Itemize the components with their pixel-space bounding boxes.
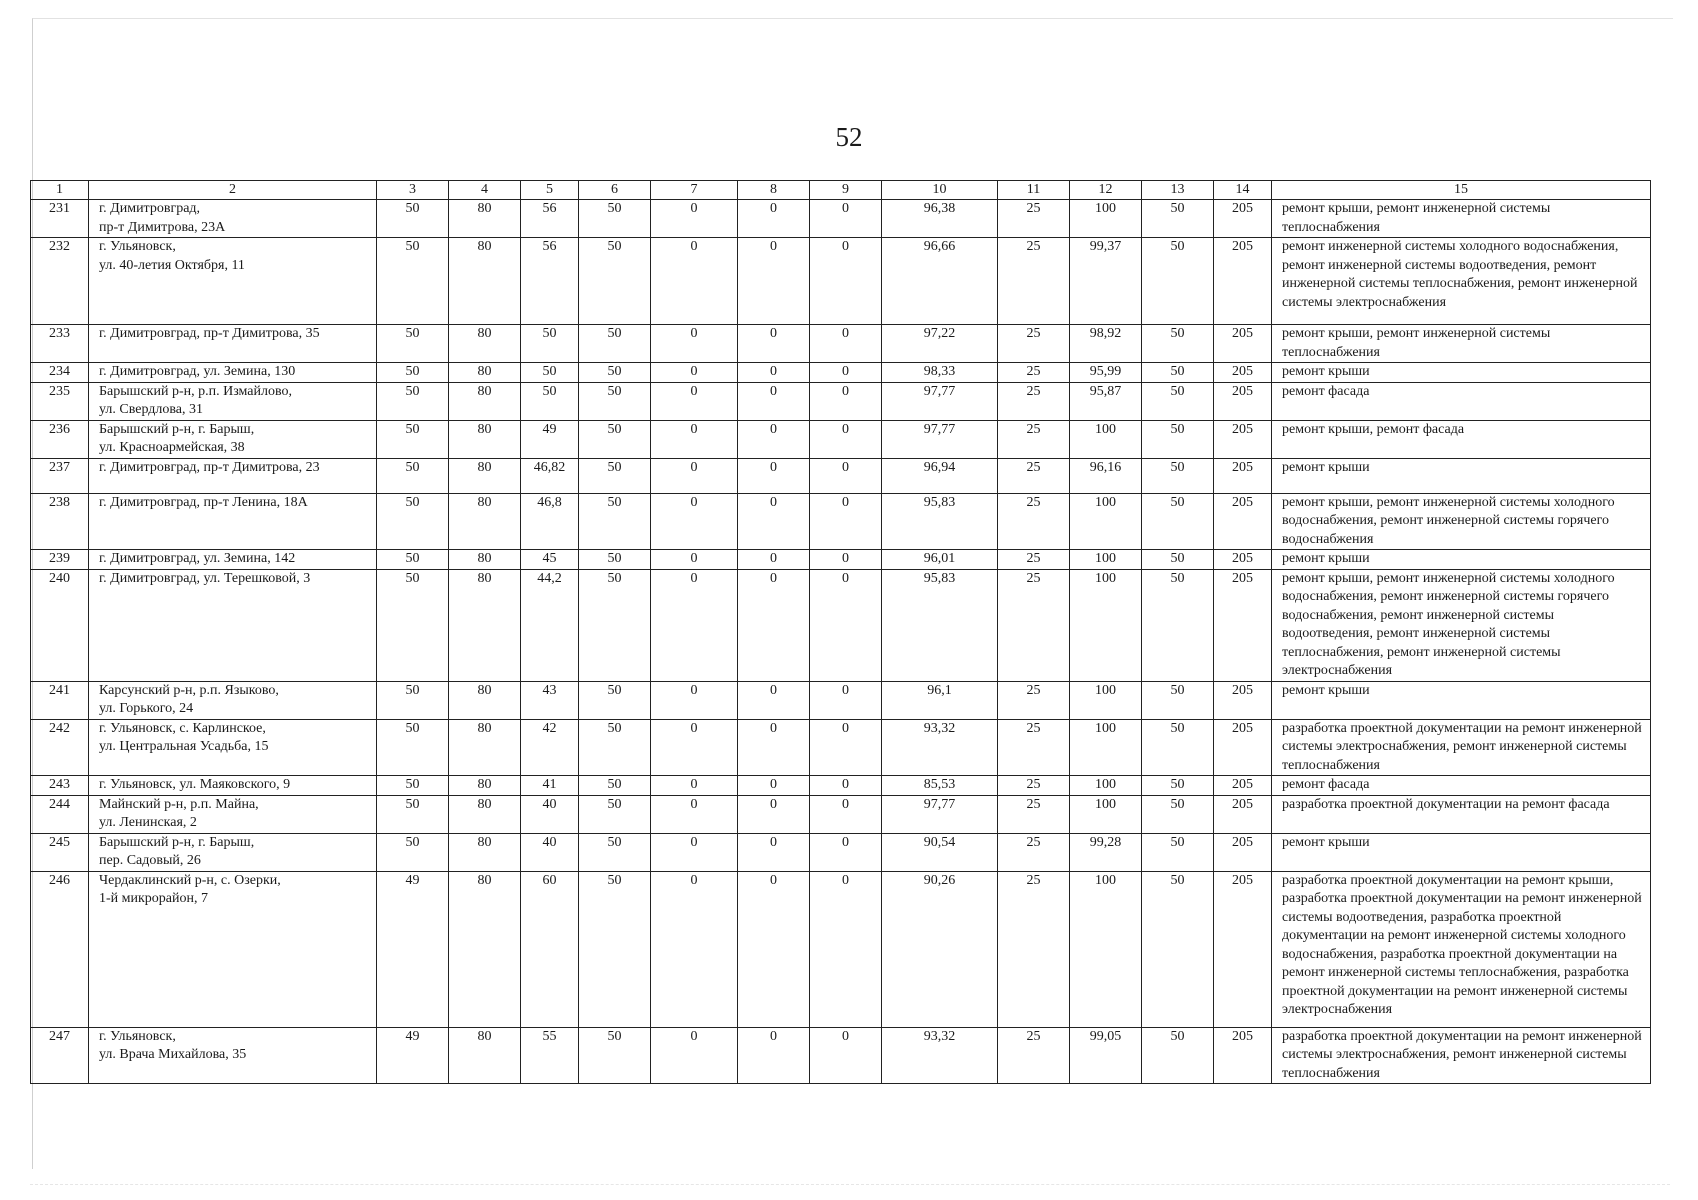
- value-cell-col-11: 25: [998, 795, 1070, 833]
- value-cell-col-7: 0: [651, 795, 738, 833]
- value-cell-col-11: 25: [998, 569, 1070, 681]
- value-cell-col-10: 96,38: [882, 200, 998, 238]
- work-types-cell: ремонт крыши, ремонт инженерной системы теплоснабжения: [1272, 325, 1651, 363]
- row-number-cell: 242: [31, 719, 89, 776]
- value-cell-col-7: 0: [651, 200, 738, 238]
- value-cell-col-7: 0: [651, 569, 738, 681]
- value-cell-col-5: 41: [521, 776, 579, 796]
- value-cell-col-11: 25: [998, 871, 1070, 1027]
- value-cell-col-6: 50: [579, 200, 651, 238]
- value-cell-col-9: 0: [810, 325, 882, 363]
- value-cell-col-5: 55: [521, 1027, 579, 1084]
- value-cell-col-11: 25: [998, 325, 1070, 363]
- value-cell-col-3: 50: [377, 776, 449, 796]
- value-cell-col-12: 98,92: [1070, 325, 1142, 363]
- value-cell-col-7: 0: [651, 382, 738, 420]
- column-header-5: 5: [521, 181, 579, 200]
- value-cell-col-6: 50: [579, 681, 651, 719]
- value-cell-col-4: 80: [449, 458, 521, 493]
- value-cell-col-14: 205: [1214, 550, 1272, 570]
- value-cell-col-14: 205: [1214, 458, 1272, 493]
- value-cell-col-3: 50: [377, 458, 449, 493]
- column-header-6: 6: [579, 181, 651, 200]
- value-cell-col-9: 0: [810, 569, 882, 681]
- value-cell-col-5: 46,8: [521, 493, 579, 550]
- value-cell-col-10: 96,01: [882, 550, 998, 570]
- value-cell-col-13: 50: [1142, 458, 1214, 493]
- value-cell-col-12: 100: [1070, 200, 1142, 238]
- table-header-row: [31, 181, 1651, 200]
- address-cell: Майнский р-н, р.п. Майна, ул. Ленинская, 2: [89, 795, 377, 833]
- value-cell-col-8: 0: [738, 493, 810, 550]
- value-cell-col-10: 98,33: [882, 363, 998, 383]
- value-cell-col-7: 0: [651, 325, 738, 363]
- value-cell-col-14: 205: [1214, 363, 1272, 383]
- table-row: [31, 200, 1651, 238]
- value-cell-col-4: 80: [449, 795, 521, 833]
- value-cell-col-6: 50: [579, 325, 651, 363]
- value-cell-col-10: 95,83: [882, 569, 998, 681]
- value-cell-col-14: 205: [1214, 493, 1272, 550]
- column-header-4: 4: [449, 181, 521, 200]
- value-cell-col-4: 80: [449, 833, 521, 871]
- column-header-11: 11: [998, 181, 1070, 200]
- value-cell-col-8: 0: [738, 681, 810, 719]
- value-cell-col-12: 99,37: [1070, 238, 1142, 325]
- value-cell-col-9: 0: [810, 493, 882, 550]
- value-cell-col-13: 50: [1142, 681, 1214, 719]
- value-cell-col-6: 50: [579, 795, 651, 833]
- value-cell-col-9: 0: [810, 458, 882, 493]
- value-cell-col-8: 0: [738, 382, 810, 420]
- row-number-cell: 231: [31, 200, 89, 238]
- work-types-cell: ремонт фасада: [1272, 382, 1651, 420]
- value-cell-col-9: 0: [810, 776, 882, 796]
- value-cell-col-5: 60: [521, 871, 579, 1027]
- address-cell: Барышский р-н, р.п. Измайлово, ул. Свердлова, 31: [89, 382, 377, 420]
- value-cell-col-10: 96,94: [882, 458, 998, 493]
- value-cell-col-12: 99,28: [1070, 833, 1142, 871]
- value-cell-col-9: 0: [810, 420, 882, 458]
- value-cell-col-14: 205: [1214, 776, 1272, 796]
- value-cell-col-11: 25: [998, 200, 1070, 238]
- value-cell-col-8: 0: [738, 420, 810, 458]
- value-cell-col-3: 50: [377, 795, 449, 833]
- column-header-10: 10: [882, 181, 998, 200]
- value-cell-col-6: 50: [579, 719, 651, 776]
- table-row: [31, 871, 1651, 1027]
- value-cell-col-13: 50: [1142, 238, 1214, 325]
- row-number-cell: 234: [31, 363, 89, 383]
- value-cell-col-7: 0: [651, 719, 738, 776]
- value-cell-col-12: 100: [1070, 569, 1142, 681]
- value-cell-col-10: 85,53: [882, 776, 998, 796]
- address-cell: г. Димитровград, пр-т Ленина, 18А: [89, 493, 377, 550]
- table-row: [31, 238, 1651, 325]
- value-cell-col-7: 0: [651, 420, 738, 458]
- address-cell: г. Димитровград, пр-т Димитрова, 35: [89, 325, 377, 363]
- value-cell-col-10: 97,77: [882, 795, 998, 833]
- value-cell-col-9: 0: [810, 795, 882, 833]
- address-cell: г. Ульяновск, ул. Врача Михайлова, 35: [89, 1027, 377, 1084]
- value-cell-col-9: 0: [810, 681, 882, 719]
- value-cell-col-11: 25: [998, 382, 1070, 420]
- value-cell-col-9: 0: [810, 1027, 882, 1084]
- value-cell-col-8: 0: [738, 833, 810, 871]
- address-cell: г. Димитровград, пр-т Димитрова, 23А: [89, 200, 377, 238]
- value-cell-col-13: 50: [1142, 833, 1214, 871]
- address-cell: г. Ульяновск, с. Карлинское, ул. Центральная Усадьба, 15: [89, 719, 377, 776]
- value-cell-col-12: 100: [1070, 776, 1142, 796]
- table-row: [31, 325, 1651, 363]
- work-types-cell: разработка проектной документации на ремонт инженерной системы электроснабжения, ремонт инженерной системы теплоснабжения: [1272, 719, 1651, 776]
- value-cell-col-3: 50: [377, 681, 449, 719]
- value-cell-col-6: 50: [579, 382, 651, 420]
- column-header-13: 13: [1142, 181, 1214, 200]
- value-cell-col-10: 97,77: [882, 382, 998, 420]
- value-cell-col-10: 96,66: [882, 238, 998, 325]
- value-cell-col-7: 0: [651, 681, 738, 719]
- page-number: 52: [835, 122, 863, 152]
- value-cell-col-5: 50: [521, 363, 579, 383]
- value-cell-col-14: 205: [1214, 238, 1272, 325]
- value-cell-col-6: 50: [579, 569, 651, 681]
- value-cell-col-3: 50: [377, 238, 449, 325]
- value-cell-col-9: 0: [810, 550, 882, 570]
- value-cell-col-5: 49: [521, 420, 579, 458]
- value-cell-col-9: 0: [810, 833, 882, 871]
- value-cell-col-12: 100: [1070, 795, 1142, 833]
- value-cell-col-4: 80: [449, 200, 521, 238]
- value-cell-col-9: 0: [810, 200, 882, 238]
- value-cell-col-5: 44,2: [521, 569, 579, 681]
- row-number-cell: 237: [31, 458, 89, 493]
- address-cell: Барышский р-н, г. Барыш, пер. Садовый, 26: [89, 833, 377, 871]
- column-header-3: 3: [377, 181, 449, 200]
- value-cell-col-12: 100: [1070, 550, 1142, 570]
- address-cell: г. Ульяновск, ул. Маяковского, 9: [89, 776, 377, 796]
- value-cell-col-4: 80: [449, 776, 521, 796]
- row-number-cell: 235: [31, 382, 89, 420]
- value-cell-col-13: 50: [1142, 795, 1214, 833]
- work-types-cell: разработка проектной документации на ремонт крыши, разработка проектной документации на ремонт инженерной системы водоотведения, разработка проектной документации на ремонт инженерной системы холодного водоснабжения, разработка проектной документации на ремонт инженерной системы теплоснабжения, разработка проектной документации на ремонт инженерной системы электроснабжения: [1272, 871, 1651, 1027]
- repair-program-table: [30, 180, 1651, 1084]
- table-row: [31, 550, 1651, 570]
- value-cell-col-7: 0: [651, 550, 738, 570]
- work-types-cell: ремонт крыши: [1272, 550, 1651, 570]
- row-number-cell: 236: [31, 420, 89, 458]
- value-cell-col-10: 90,54: [882, 833, 998, 871]
- value-cell-col-12: 99,05: [1070, 1027, 1142, 1084]
- value-cell-col-5: 56: [521, 238, 579, 325]
- value-cell-col-13: 50: [1142, 719, 1214, 776]
- value-cell-col-13: 50: [1142, 776, 1214, 796]
- column-header-15: 15: [1272, 181, 1651, 200]
- value-cell-col-8: 0: [738, 719, 810, 776]
- address-cell: г. Димитровград, ул. Земина, 142: [89, 550, 377, 570]
- address-cell: г. Димитровград, ул. Земина, 130: [89, 363, 377, 383]
- work-types-cell: ремонт крыши: [1272, 458, 1651, 493]
- column-header-14: 14: [1214, 181, 1272, 200]
- value-cell-col-8: 0: [738, 871, 810, 1027]
- row-number-cell: 239: [31, 550, 89, 570]
- value-cell-col-8: 0: [738, 200, 810, 238]
- value-cell-col-3: 50: [377, 550, 449, 570]
- value-cell-col-14: 205: [1214, 833, 1272, 871]
- value-cell-col-6: 50: [579, 550, 651, 570]
- value-cell-col-12: 100: [1070, 681, 1142, 719]
- value-cell-col-5: 45: [521, 550, 579, 570]
- value-cell-col-10: 93,32: [882, 719, 998, 776]
- value-cell-col-8: 0: [738, 458, 810, 493]
- table-row: [31, 363, 1651, 383]
- column-header-1: 1: [31, 181, 89, 200]
- value-cell-col-14: 205: [1214, 719, 1272, 776]
- row-number-cell: 243: [31, 776, 89, 796]
- value-cell-col-4: 80: [449, 382, 521, 420]
- work-types-cell: ремонт крыши, ремонт фасада: [1272, 420, 1651, 458]
- value-cell-col-7: 0: [651, 776, 738, 796]
- value-cell-col-4: 80: [449, 420, 521, 458]
- value-cell-col-6: 50: [579, 871, 651, 1027]
- value-cell-col-12: 100: [1070, 719, 1142, 776]
- value-cell-col-14: 205: [1214, 871, 1272, 1027]
- table-row: [31, 795, 1651, 833]
- row-number-cell: 245: [31, 833, 89, 871]
- address-cell: Чердаклинский р-н, с. Озерки, 1-й микрорайон, 7: [89, 871, 377, 1027]
- value-cell-col-4: 80: [449, 569, 521, 681]
- value-cell-col-6: 50: [579, 776, 651, 796]
- value-cell-col-14: 205: [1214, 681, 1272, 719]
- value-cell-col-4: 80: [449, 325, 521, 363]
- value-cell-col-9: 0: [810, 719, 882, 776]
- work-types-cell: ремонт фасада: [1272, 776, 1651, 796]
- work-types-cell: ремонт крыши: [1272, 833, 1651, 871]
- work-types-cell: разработка проектной документации на ремонт инженерной системы электроснабжения, ремонт инженерной системы теплоснабжения: [1272, 1027, 1651, 1084]
- value-cell-col-8: 0: [738, 325, 810, 363]
- value-cell-col-6: 50: [579, 1027, 651, 1084]
- value-cell-col-8: 0: [738, 550, 810, 570]
- value-cell-col-3: 50: [377, 363, 449, 383]
- value-cell-col-10: 90,26: [882, 871, 998, 1027]
- table-row: [31, 569, 1651, 681]
- value-cell-col-3: 50: [377, 382, 449, 420]
- work-types-cell: ремонт крыши: [1272, 363, 1651, 383]
- value-cell-col-8: 0: [738, 776, 810, 796]
- value-cell-col-7: 0: [651, 833, 738, 871]
- value-cell-col-8: 0: [738, 238, 810, 325]
- value-cell-col-4: 80: [449, 871, 521, 1027]
- value-cell-col-11: 25: [998, 493, 1070, 550]
- value-cell-col-11: 25: [998, 833, 1070, 871]
- table-row: [31, 420, 1651, 458]
- value-cell-col-12: 100: [1070, 493, 1142, 550]
- value-cell-col-7: 0: [651, 493, 738, 550]
- value-cell-col-13: 50: [1142, 1027, 1214, 1084]
- value-cell-col-14: 205: [1214, 569, 1272, 681]
- value-cell-col-5: 40: [521, 833, 579, 871]
- value-cell-col-3: 50: [377, 493, 449, 550]
- row-number-cell: 240: [31, 569, 89, 681]
- value-cell-col-13: 50: [1142, 363, 1214, 383]
- value-cell-col-3: 50: [377, 200, 449, 238]
- table-row: [31, 1027, 1651, 1084]
- address-cell: г. Димитровград, пр-т Димитрова, 23: [89, 458, 377, 493]
- value-cell-col-5: 50: [521, 382, 579, 420]
- value-cell-col-4: 80: [449, 363, 521, 383]
- value-cell-col-7: 0: [651, 1027, 738, 1084]
- address-cell: г. Димитровград, ул. Терешковой, 3: [89, 569, 377, 681]
- value-cell-col-11: 25: [998, 681, 1070, 719]
- value-cell-col-13: 50: [1142, 871, 1214, 1027]
- value-cell-col-6: 50: [579, 493, 651, 550]
- value-cell-col-8: 0: [738, 569, 810, 681]
- column-header-8: 8: [738, 181, 810, 200]
- value-cell-col-7: 0: [651, 458, 738, 493]
- value-cell-col-6: 50: [579, 458, 651, 493]
- row-number-cell: 238: [31, 493, 89, 550]
- value-cell-col-9: 0: [810, 871, 882, 1027]
- row-number-cell: 246: [31, 871, 89, 1027]
- value-cell-col-4: 80: [449, 550, 521, 570]
- value-cell-col-3: 50: [377, 420, 449, 458]
- address-cell: Карсунский р-н, р.п. Языково, ул. Горького, 24: [89, 681, 377, 719]
- value-cell-col-9: 0: [810, 382, 882, 420]
- value-cell-col-7: 0: [651, 871, 738, 1027]
- table-row: [31, 382, 1651, 420]
- work-types-cell: ремонт крыши, ремонт инженерной системы холодного водоснабжения, ремонт инженерной системы горячего водоснабжения, ремонт инженерной системы водоотведения, ремонт инженерной системы теплоснабжения, ремонт инженерной системы электроснабжения: [1272, 569, 1651, 681]
- value-cell-col-12: 95,87: [1070, 382, 1142, 420]
- value-cell-col-6: 50: [579, 833, 651, 871]
- value-cell-col-13: 50: [1142, 420, 1214, 458]
- value-cell-col-14: 205: [1214, 795, 1272, 833]
- value-cell-col-12: 96,16: [1070, 458, 1142, 493]
- value-cell-col-13: 50: [1142, 493, 1214, 550]
- row-number-cell: 241: [31, 681, 89, 719]
- value-cell-col-10: 96,1: [882, 681, 998, 719]
- work-types-cell: ремонт крыши, ремонт инженерной системы теплоснабжения: [1272, 200, 1651, 238]
- value-cell-col-13: 50: [1142, 550, 1214, 570]
- value-cell-col-11: 25: [998, 776, 1070, 796]
- value-cell-col-4: 80: [449, 238, 521, 325]
- row-number-cell: 247: [31, 1027, 89, 1084]
- value-cell-col-11: 25: [998, 719, 1070, 776]
- value-cell-col-4: 80: [449, 493, 521, 550]
- value-cell-col-5: 42: [521, 719, 579, 776]
- value-cell-col-5: 46,82: [521, 458, 579, 493]
- value-cell-col-9: 0: [810, 238, 882, 325]
- value-cell-col-14: 205: [1214, 200, 1272, 238]
- value-cell-col-3: 50: [377, 833, 449, 871]
- value-cell-col-7: 0: [651, 238, 738, 325]
- value-cell-col-8: 0: [738, 1027, 810, 1084]
- row-number-cell: 232: [31, 238, 89, 325]
- scan-artifact-line: [30, 1184, 1670, 1186]
- column-header-12: 12: [1070, 181, 1142, 200]
- address-cell: Барышский р-н, г. Барыш, ул. Красноармейская, 38: [89, 420, 377, 458]
- work-types-cell: ремонт инженерной системы холодного водоснабжения, ремонт инженерной системы водоотведения, ремонт инженерной системы теплоснабжения, ремонт инженерной системы электроснабжения: [1272, 238, 1651, 325]
- value-cell-col-6: 50: [579, 420, 651, 458]
- value-cell-col-3: 50: [377, 325, 449, 363]
- value-cell-col-11: 25: [998, 1027, 1070, 1084]
- row-number-cell: 244: [31, 795, 89, 833]
- table-row: [31, 458, 1651, 493]
- value-cell-col-5: 40: [521, 795, 579, 833]
- value-cell-col-5: 43: [521, 681, 579, 719]
- value-cell-col-10: 97,22: [882, 325, 998, 363]
- value-cell-col-10: 97,77: [882, 420, 998, 458]
- value-cell-col-11: 25: [998, 238, 1070, 325]
- table-row: [31, 776, 1651, 796]
- value-cell-col-10: 95,83: [882, 493, 998, 550]
- value-cell-col-9: 0: [810, 363, 882, 383]
- column-header-9: 9: [810, 181, 882, 200]
- value-cell-col-10: 93,32: [882, 1027, 998, 1084]
- value-cell-col-11: 25: [998, 458, 1070, 493]
- work-types-cell: ремонт крыши, ремонт инженерной системы холодного водоснабжения, ремонт инженерной системы горячего водоснабжения: [1272, 493, 1651, 550]
- address-cell: г. Ульяновск, ул. 40-летия Октября, 11: [89, 238, 377, 325]
- table-row: [31, 681, 1651, 719]
- value-cell-col-6: 50: [579, 363, 651, 383]
- work-types-cell: ремонт крыши: [1272, 681, 1651, 719]
- value-cell-col-11: 25: [998, 550, 1070, 570]
- table-row: [31, 493, 1651, 550]
- value-cell-col-8: 0: [738, 363, 810, 383]
- value-cell-col-4: 80: [449, 1027, 521, 1084]
- table-row: [31, 833, 1651, 871]
- value-cell-col-14: 205: [1214, 420, 1272, 458]
- value-cell-col-3: 50: [377, 719, 449, 776]
- value-cell-col-13: 50: [1142, 200, 1214, 238]
- value-cell-col-11: 25: [998, 363, 1070, 383]
- value-cell-col-6: 50: [579, 238, 651, 325]
- value-cell-col-5: 50: [521, 325, 579, 363]
- value-cell-col-5: 56: [521, 200, 579, 238]
- value-cell-col-14: 205: [1214, 325, 1272, 363]
- work-types-cell: разработка проектной документации на ремонт фасада: [1272, 795, 1651, 833]
- value-cell-col-11: 25: [998, 420, 1070, 458]
- value-cell-col-7: 0: [651, 363, 738, 383]
- column-header-7: 7: [651, 181, 738, 200]
- value-cell-col-13: 50: [1142, 325, 1214, 363]
- value-cell-col-8: 0: [738, 795, 810, 833]
- value-cell-col-14: 205: [1214, 1027, 1272, 1084]
- row-number-cell: 233: [31, 325, 89, 363]
- value-cell-col-13: 50: [1142, 569, 1214, 681]
- value-cell-col-14: 205: [1214, 382, 1272, 420]
- value-cell-col-3: 50: [377, 569, 449, 681]
- value-cell-col-12: 100: [1070, 871, 1142, 1027]
- column-header-2: 2: [89, 181, 377, 200]
- table-body: [31, 200, 1651, 1084]
- value-cell-col-13: 50: [1142, 382, 1214, 420]
- value-cell-col-4: 80: [449, 719, 521, 776]
- value-cell-col-12: 95,99: [1070, 363, 1142, 383]
- value-cell-col-3: 49: [377, 1027, 449, 1084]
- value-cell-col-3: 49: [377, 871, 449, 1027]
- table-row: [31, 719, 1651, 776]
- value-cell-col-4: 80: [449, 681, 521, 719]
- value-cell-col-12: 100: [1070, 420, 1142, 458]
